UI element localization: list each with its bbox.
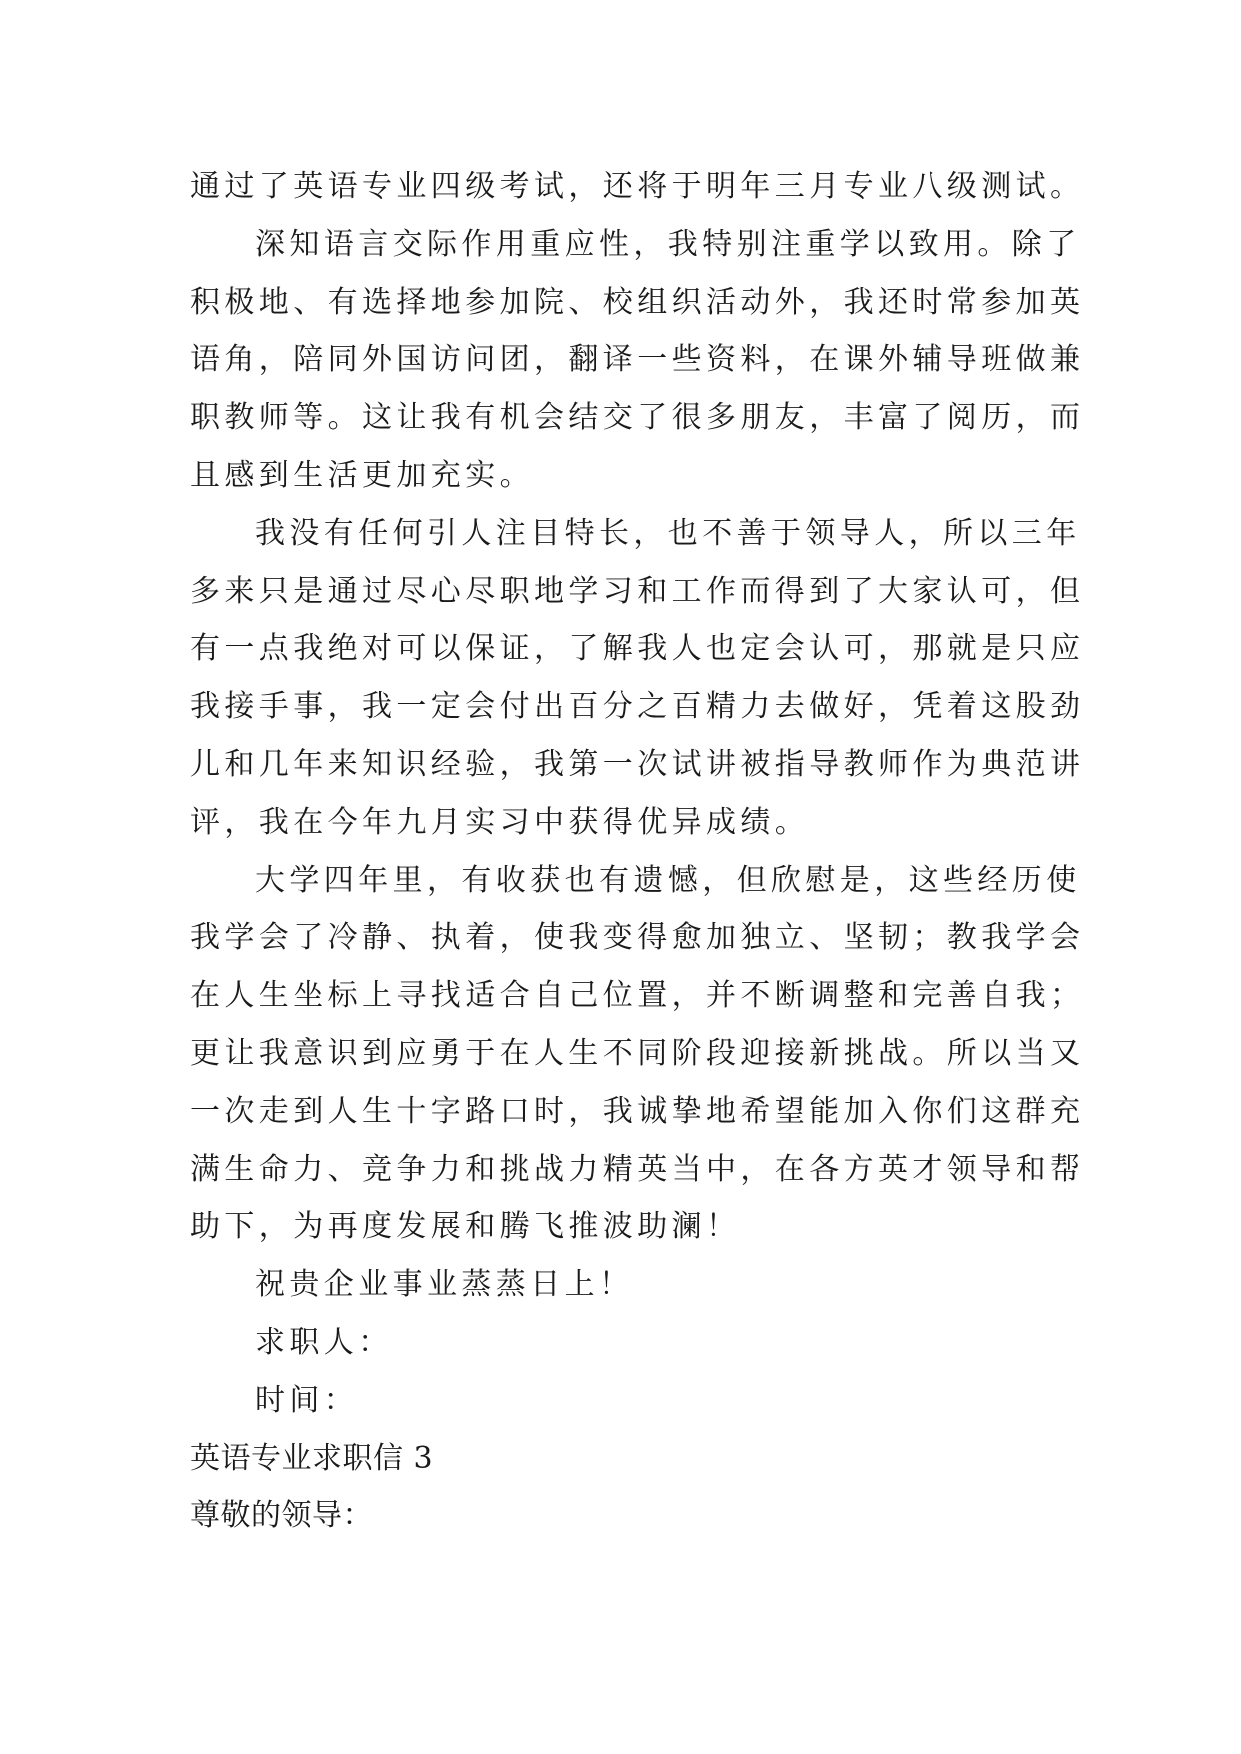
- body-line: 我学会了冷静、执着，使我变得愈加独立、坚韧；教我学会: [190, 920, 1085, 956]
- body-line: 我接手事，我一定会付出百分之百精力去做好，凭着这股劲: [190, 689, 1085, 725]
- body-line: 职教师等。这让我有机会结交了很多朋友，丰富了阅历，而: [190, 400, 1085, 436]
- closing-wish: 祝贵企业事业蒸蒸日上！: [255, 1267, 634, 1303]
- letter-body: [190, 158, 1085, 1545]
- body-line: 我没有任何引人注目特长，也不善于领导人，所以三年: [255, 515, 1081, 551]
- body-line: 语角，陪同外国访问团，翻译一些资料，在课外辅导班做兼: [190, 342, 1085, 378]
- body-line: 更让我意识到应勇于在人生不同阶段迎接新挑战。所以当又: [190, 1035, 1085, 1071]
- body-line: 且感到生活更加充实。: [190, 457, 534, 493]
- salutation: 尊敬的领导：: [190, 1498, 373, 1534]
- body-line: 有一点我绝对可以保证，了解我人也定会认可，那就是只应: [190, 631, 1085, 667]
- body-line: 评，我在今年九月实习中获得优异成绩。: [190, 804, 810, 840]
- body-line: 一次走到人生十字路口时，我诚挚地希望能加入你们这群充: [190, 1093, 1085, 1129]
- date-label: 时间：: [255, 1382, 359, 1418]
- body-line: 积极地、有选择地参加院、校组织活动外，我还时常参加英: [190, 284, 1085, 320]
- body-line: 通过了英语专业四级考试，还将于明年三月专业八级测试。: [190, 169, 1085, 204]
- body-line: 深知语言交际作用重应性，我特别注重学以致用。除了: [255, 226, 1081, 262]
- section-title: 英语专业求职信 3: [190, 1440, 434, 1476]
- applicant-label: 求职人：: [255, 1324, 393, 1360]
- body-line: 大学四年里，有收获也有遗憾，但欣慰是，这些经历使: [255, 862, 1081, 898]
- body-line: 助下，为再度发展和腾飞推波助澜！: [190, 1209, 741, 1245]
- body-line: 儿和几年来知识经验，我第一次试讲被指导教师作为典范讲: [190, 746, 1085, 782]
- body-line: 在人生坐标上寻找适合自己位置，并不断调整和完善自我；: [190, 978, 1085, 1014]
- body-line: 满生命力、竞争力和挑战力精英当中，在各方英才领导和帮: [190, 1151, 1085, 1187]
- body-line: 多来只是通过尽心尽职地学习和工作而得到了大家认可，但: [190, 573, 1085, 609]
